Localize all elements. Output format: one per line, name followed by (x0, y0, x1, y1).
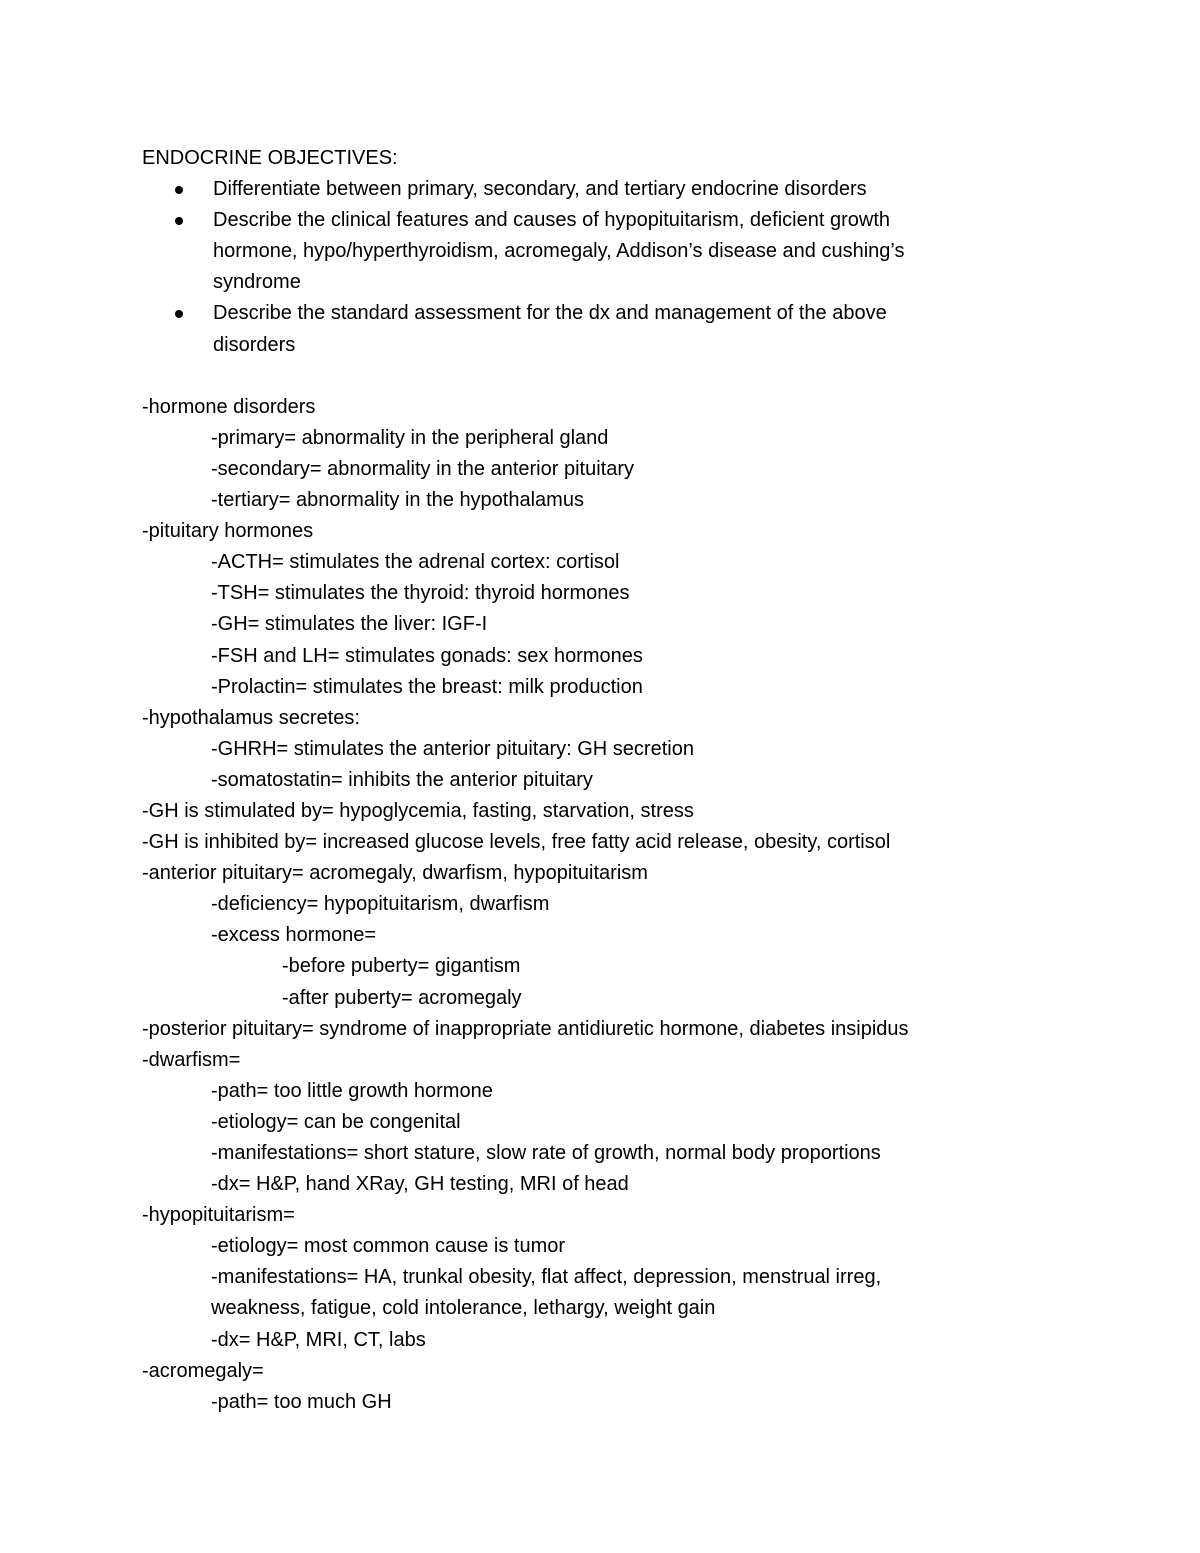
note-line: -hypothalamus secretes: (142, 706, 360, 729)
note-line: -TSH= stimulates the thyroid: thyroid hormones (211, 582, 630, 605)
objective-text: disorders (213, 333, 296, 356)
note-line: -before puberty= gigantism (282, 955, 521, 978)
note-line: -tertiary= abnormality in the hypothalamus (211, 489, 584, 512)
note-line: -manifestations= HA, trunkal obesity, flat affect, depression, menstrual irreg, (211, 1266, 882, 1289)
note-line: -GH is stimulated by= hypoglycemia, fasting, starvation, stress (142, 799, 694, 822)
note-line: -dx= H&P, MRI, CT, labs (211, 1328, 426, 1351)
objective-text: Describe the clinical features and causes of hypopituitarism, deficient growth (213, 209, 891, 232)
note-line: -ACTH= stimulates the adrenal cortex: cortisol (211, 551, 620, 574)
note-line: -etiology= can be congenital (211, 1110, 461, 1133)
note-line: -manifestations= short stature, slow rate of growth, normal body proportions (211, 1142, 881, 1164)
note-line: -somatostatin= inhibits the anterior pituitary (211, 768, 593, 791)
note-line: -FSH and LH= stimulates gonads: sex hormones (211, 644, 643, 667)
note-line: -GHRH= stimulates the anterior pituitary: GH secretion (211, 737, 694, 760)
note-line: -primary= abnormality in the peripheral gland (211, 426, 609, 449)
note-line: weakness, fatigue, cold intolerance, lethargy, weight gain (211, 1297, 716, 1320)
objective-text: hormone, hypo/hyperthyroidism, acromegaly, Addison’s disease and cushing’s (213, 240, 905, 263)
objectives-list (142, 174, 1072, 361)
note-line: -GH= stimulates the liver: IGF-I (211, 613, 488, 636)
note-line: -deficiency= hypopituitarism, dwarfism (211, 893, 550, 916)
objective-text: Differentiate between primary, secondary, and tertiary endocrine disorders (213, 178, 867, 201)
note-line: -path= too little growth hormone (211, 1079, 493, 1102)
note-line: -path= too much GH (211, 1390, 392, 1413)
document-content (142, 143, 1072, 1418)
note-line: -posterior pituitary= syndrome of inappropriate antidiuretic hormone, diabetes insipidus (142, 1017, 909, 1040)
page-title: ENDOCRINE OBJECTIVES: (142, 147, 398, 169)
bullet-icon (175, 310, 183, 318)
blank-line (142, 361, 1072, 392)
note-line: -dwarfism= (142, 1048, 241, 1071)
note-line: -pituitary hormones (142, 520, 314, 543)
objective-item (142, 205, 1072, 298)
objective-text: syndrome (213, 271, 301, 294)
note-line: -hormone disorders (142, 395, 316, 418)
note-line: -excess hormone= (211, 924, 377, 947)
note-line: -etiology= most common cause is tumor (211, 1235, 566, 1258)
bullet-icon (175, 217, 183, 225)
note-line: -acromegaly= (142, 1359, 264, 1382)
note-line: -hypopituitarism= (142, 1204, 295, 1227)
bullet-icon (175, 186, 183, 194)
note-line: -secondary= abnormality in the anterior pituitary (211, 457, 634, 480)
objective-item (142, 174, 1072, 205)
note-line: -GH is inhibited by= increased glucose levels, free fatty acid release, obesity, cortisol (142, 831, 891, 854)
note-line: -after puberty= acromegaly (282, 986, 522, 1009)
note-line: -dx= H&P, hand XRay, GH testing, MRI of head (211, 1173, 629, 1196)
objective-text: Describe the standard assessment for the dx and management of the above (213, 302, 887, 325)
note-line: -Prolactin= stimulates the breast: milk production (211, 675, 643, 698)
objective-item (142, 298, 1072, 360)
note-line: -anterior pituitary= acromegaly, dwarfism, hypopituitarism (142, 862, 648, 885)
